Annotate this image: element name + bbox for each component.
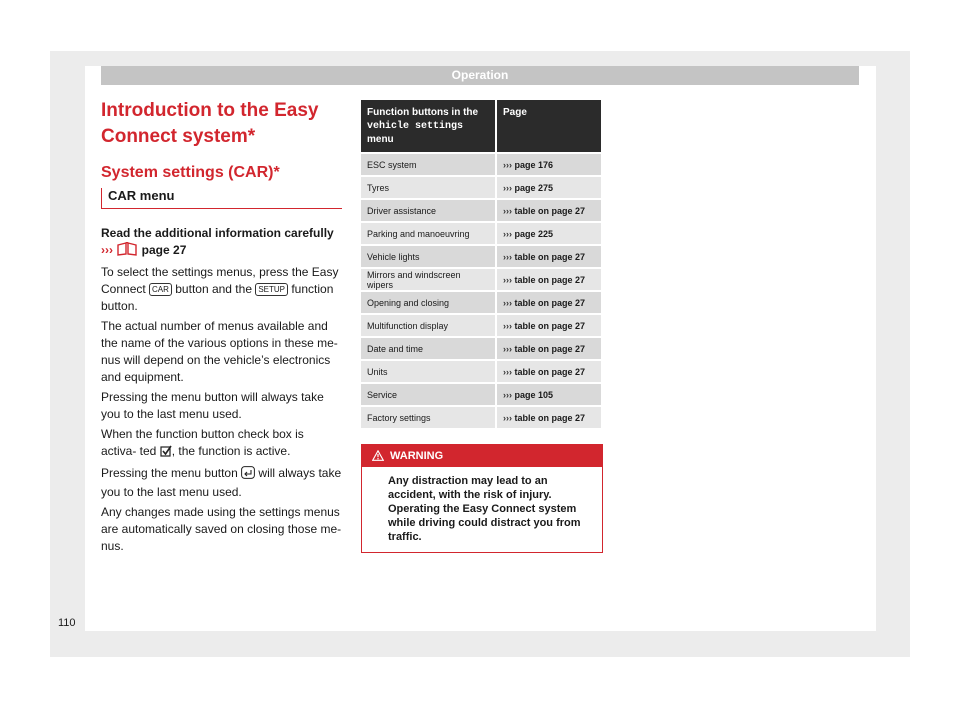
table-row <box>361 337 601 360</box>
ref-arrows: ››› <box>503 159 512 170</box>
table-row <box>361 360 601 383</box>
ref-arrows: ››› <box>503 205 512 216</box>
page-ref-cell[interactable] <box>496 245 601 268</box>
ref-arrows: ››› <box>503 297 512 308</box>
paragraph-autosave: Any changes made using the settings menus are automatically saved on closing those me- nus. <box>101 505 342 553</box>
ref-arrows: ››› <box>503 412 512 423</box>
paragraph-checkbox <box>101 426 342 462</box>
page-ref-text: table on page 27 <box>514 274 586 285</box>
p1-text-c: function button. <box>101 282 334 313</box>
p4-text-a: When the function button check box is activa- ted <box>101 427 304 458</box>
p5-text-a: Pressing the menu button <box>101 466 242 480</box>
paragraph-select <box>101 264 342 315</box>
ref-arrows: ››› <box>503 228 512 239</box>
function-name-cell: ESC system <box>361 153 496 176</box>
function-name-cell: Mirrors and windscreen wipers <box>361 268 496 291</box>
page-ref-text: table on page 27 <box>514 297 586 308</box>
function-name-cell: Parking and manoeuvring <box>361 222 496 245</box>
table-row <box>361 199 601 222</box>
section-title: System settings (CAR)* <box>101 164 280 181</box>
function-name-cell: Vehicle lights <box>361 245 496 268</box>
page-ref-cell[interactable] <box>496 314 601 337</box>
p4-text-b: , the function is active. <box>171 444 291 458</box>
page-ref-text: page 225 <box>514 228 554 239</box>
paragraph-back <box>101 465 342 501</box>
page-ref-cell[interactable] <box>496 406 601 428</box>
page-ref-cell[interactable] <box>496 360 601 383</box>
car-key: CAR <box>149 283 172 296</box>
left-column <box>101 98 342 558</box>
function-name-cell: Tyres <box>361 176 496 199</box>
page-ref-cell[interactable] <box>496 222 601 245</box>
section-header: Operation <box>101 66 859 85</box>
page-ref-text: table on page 27 <box>514 320 586 331</box>
ref-arrows: ››› <box>503 320 512 331</box>
table-row <box>361 222 601 245</box>
page-ref-text: table on page 27 <box>514 412 586 423</box>
function-name-cell: Driver assistance <box>361 199 496 222</box>
table-header-row <box>361 100 601 153</box>
p1-text-b: button and the <box>171 282 256 296</box>
page-ref-text: page 105 <box>514 389 554 400</box>
ref-arrows: ››› <box>503 274 512 285</box>
table-row <box>361 383 601 406</box>
table-row <box>361 268 601 291</box>
paragraph-menus: The actual number of menus available and the name of the various options in these me- nus will depend on the vehicle’s electronics and equipment. <box>101 319 338 384</box>
table-row <box>361 291 601 314</box>
col1-text-mono: vehicle settings <box>367 121 464 132</box>
column-header-function <box>361 100 496 153</box>
function-name-cell: Opening and closing <box>361 291 496 314</box>
page-ref-cell[interactable] <box>496 153 601 176</box>
function-name-cell: Multifunction display <box>361 314 496 337</box>
page-ref-cell[interactable] <box>496 337 601 360</box>
ref-arrows: ››› <box>101 243 113 257</box>
table-row <box>361 176 601 199</box>
ref-arrows: ››› <box>503 343 512 354</box>
book-icon <box>116 242 138 261</box>
read-note <box>101 225 342 261</box>
page-ref-text: table on page 27 <box>514 205 586 216</box>
settings-table <box>361 100 601 428</box>
function-name-cell: Date and time <box>361 337 496 360</box>
table-row <box>361 245 601 268</box>
column-header-page: Page <box>496 100 601 153</box>
read-note-text: Read the additional information carefully <box>101 226 334 240</box>
body-text <box>101 225 342 555</box>
warning-icon <box>372 450 384 461</box>
subsection-title: CAR menu <box>101 188 342 209</box>
page-ref-cell[interactable] <box>496 268 601 291</box>
warning-text: Any distraction may lead to an accident, with the risk of injury. Operating the Easy Connect system while driving could distract you from traffic. <box>388 475 581 543</box>
page-ref-text: table on page 27 <box>514 343 586 354</box>
ref-arrows: ››› <box>503 366 512 377</box>
table-row <box>361 406 601 428</box>
paragraph-last-menu: Pressing the menu button will always take you to the last menu used. <box>101 390 324 421</box>
ref-arrows: ››› <box>503 251 512 262</box>
table-row <box>361 314 601 337</box>
page-ref-cell[interactable] <box>496 199 601 222</box>
warning-box <box>361 444 603 553</box>
ref-page-link[interactable]: page 27 <box>138 243 187 257</box>
page-ref-cell[interactable] <box>496 176 601 199</box>
col1-text-a: Function buttons in the <box>367 107 479 118</box>
ref-arrows: ››› <box>503 182 512 193</box>
warning-label: WARNING <box>390 450 444 462</box>
page-ref-text: page 176 <box>514 159 554 170</box>
warning-header <box>362 445 602 467</box>
function-name-cell: Factory settings <box>361 406 496 428</box>
chapter-title: Introduction to the Easy Connect system* <box>101 100 319 147</box>
p5-text-b: will always take you to the last menu used. <box>101 466 342 499</box>
page-ref-cell[interactable] <box>496 383 601 406</box>
back-icon <box>241 466 255 484</box>
p1-text-a: To select the settings menus, press the Easy Connect <box>101 265 339 296</box>
page-ref-text: table on page 27 <box>514 251 586 262</box>
function-name-cell: Service <box>361 383 496 406</box>
setup-key: SETUP <box>255 283 288 296</box>
function-name-cell: Units <box>361 360 496 383</box>
page-ref-cell[interactable] <box>496 291 601 314</box>
col1-text-c: menu <box>367 134 394 145</box>
table-row <box>361 153 601 176</box>
page-ref-text: page 275 <box>514 182 554 193</box>
ref-arrows: ››› <box>503 389 512 400</box>
page-ref-text: table on page 27 <box>514 366 586 377</box>
checkbox-checked-icon <box>160 445 172 462</box>
page-number: 110 <box>58 617 76 629</box>
